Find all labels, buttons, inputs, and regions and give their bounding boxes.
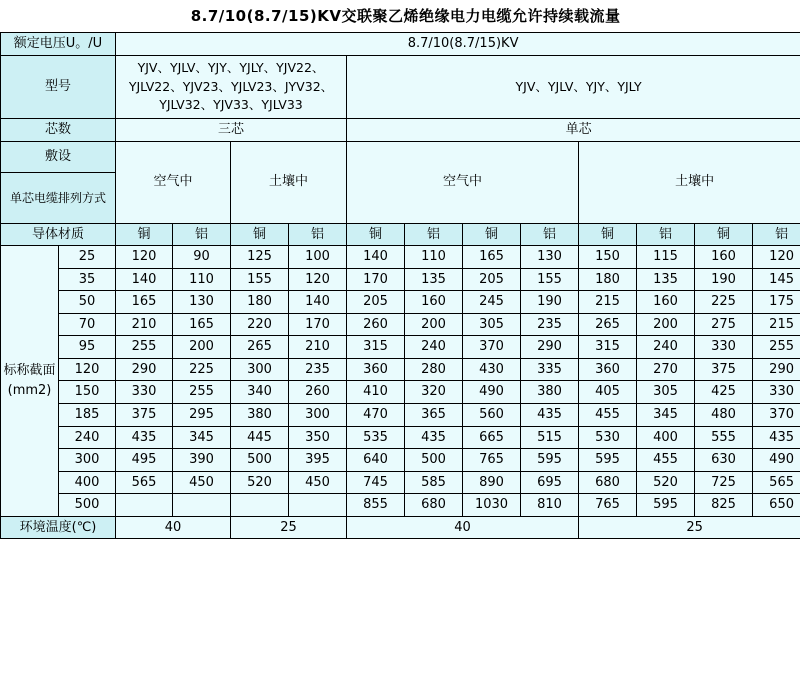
table-row-voltage	[1, 33, 800, 56]
section-value: 120	[59, 358, 116, 381]
value-cell: 315	[347, 336, 405, 359]
page-title: 8.7/10(8.7/15)KV交联聚乙烯绝缘电力电缆允许持续载流量	[1, 2, 800, 33]
arrangement-label: 单芯电缆排列方式	[1, 172, 116, 223]
value-cell: 410	[347, 381, 405, 404]
section-value: 95	[59, 336, 116, 359]
value-cell: 190	[695, 268, 753, 291]
value-cell: 245	[463, 291, 521, 314]
value-cell: 330	[753, 381, 800, 404]
value-cell: 215	[579, 291, 637, 314]
value-cell: 665	[463, 426, 521, 449]
value-cell: 765	[463, 449, 521, 472]
value-cell: 265	[231, 336, 289, 359]
value-cell: 190	[521, 291, 579, 314]
value-cell: 455	[579, 403, 637, 426]
value-cell: 260	[289, 381, 347, 404]
value-cell: 165	[173, 313, 231, 336]
value-cell: 555	[695, 426, 753, 449]
section-value: 150	[59, 381, 116, 404]
section-value: 300	[59, 449, 116, 472]
value-cell: 365	[405, 403, 463, 426]
model-single-core: YJV、YJLV、YJY、YJLY	[347, 55, 800, 118]
value-cell: 470	[347, 403, 405, 426]
section-label: 标称截面(mm2)	[1, 246, 59, 517]
core-count-single: 单芯	[347, 119, 800, 142]
value-cell: 390	[173, 449, 231, 472]
value-cell: 240	[637, 336, 695, 359]
value-cell: 205	[347, 291, 405, 314]
value-cell: 360	[347, 358, 405, 381]
conductor-material-cell: 铜	[695, 223, 753, 246]
table-row	[1, 449, 800, 472]
value-cell: 180	[579, 268, 637, 291]
value-cell: 280	[405, 358, 463, 381]
table-row	[1, 291, 800, 314]
value-cell: 210	[116, 313, 173, 336]
value-cell: 500	[405, 449, 463, 472]
value-cell: 640	[347, 449, 405, 472]
value-cell: 300	[289, 403, 347, 426]
value-cell: 115	[637, 246, 695, 269]
ambient-temperature-value: 40	[347, 516, 579, 539]
table-row-conductor-material	[1, 223, 800, 246]
value-cell: 680	[405, 494, 463, 517]
value-cell: 290	[116, 358, 173, 381]
table-row	[1, 358, 800, 381]
value-cell: 435	[521, 403, 579, 426]
value-cell: 565	[116, 471, 173, 494]
value-cell: 380	[231, 403, 289, 426]
value-cell: 330	[116, 381, 173, 404]
value-cell: 140	[116, 268, 173, 291]
value-cell: 350	[289, 426, 347, 449]
value-cell: 320	[405, 381, 463, 404]
value-cell: 90	[173, 246, 231, 269]
value-cell: 500	[231, 449, 289, 472]
section-value: 185	[59, 403, 116, 426]
laying-air-three-core: 空气中	[116, 141, 231, 223]
value-cell: 295	[173, 403, 231, 426]
value-cell: 680	[579, 471, 637, 494]
value-cell: 375	[116, 403, 173, 426]
value-cell: 855	[347, 494, 405, 517]
value-cell: 360	[579, 358, 637, 381]
value-cell: 380	[521, 381, 579, 404]
value-cell: 260	[347, 313, 405, 336]
value-cell: 290	[753, 358, 800, 381]
value-cell: 120	[753, 246, 800, 269]
value-cell: 490	[753, 449, 800, 472]
laying-air-single-core: 空气中	[347, 141, 579, 223]
value-cell: 630	[695, 449, 753, 472]
value-cell: 170	[347, 268, 405, 291]
table-row	[1, 471, 800, 494]
value-cell: 305	[463, 313, 521, 336]
conductor-material-cell: 铝	[753, 223, 800, 246]
value-cell: 150	[579, 246, 637, 269]
conductor-material-cell: 铜	[347, 223, 405, 246]
value-cell: 255	[116, 336, 173, 359]
value-cell: 135	[405, 268, 463, 291]
value-cell: 405	[579, 381, 637, 404]
value-cell: 265	[579, 313, 637, 336]
value-cell: 435	[116, 426, 173, 449]
value-cell: 725	[695, 471, 753, 494]
value-cell: 305	[637, 381, 695, 404]
table-row	[1, 381, 800, 404]
value-cell	[116, 494, 173, 517]
value-cell: 530	[579, 426, 637, 449]
value-cell: 595	[579, 449, 637, 472]
value-cell: 535	[347, 426, 405, 449]
value-cell: 520	[231, 471, 289, 494]
table-row	[1, 426, 800, 449]
table-row-model	[1, 55, 800, 118]
value-cell: 345	[637, 403, 695, 426]
value-cell: 480	[695, 403, 753, 426]
value-cell: 450	[289, 471, 347, 494]
conductor-material-cell: 铝	[405, 223, 463, 246]
value-cell: 210	[289, 336, 347, 359]
section-value: 400	[59, 471, 116, 494]
value-cell: 225	[695, 291, 753, 314]
value-cell: 595	[521, 449, 579, 472]
value-cell: 450	[173, 471, 231, 494]
value-cell: 370	[463, 336, 521, 359]
table-row-ambient	[1, 516, 800, 539]
value-cell: 425	[695, 381, 753, 404]
core-count-label: 芯数	[1, 119, 116, 142]
value-cell: 215	[753, 313, 800, 336]
value-cell: 205	[463, 268, 521, 291]
value-cell: 810	[521, 494, 579, 517]
section-value: 240	[59, 426, 116, 449]
value-cell: 255	[753, 336, 800, 359]
value-cell: 200	[173, 336, 231, 359]
value-cell: 145	[753, 268, 800, 291]
table-row	[1, 313, 800, 336]
table-row	[1, 246, 800, 269]
value-cell: 270	[637, 358, 695, 381]
value-cell: 435	[753, 426, 800, 449]
ambient-temperature-value: 25	[231, 516, 347, 539]
section-value: 50	[59, 291, 116, 314]
value-cell	[289, 494, 347, 517]
value-cell: 300	[231, 358, 289, 381]
value-cell: 240	[405, 336, 463, 359]
value-cell: 290	[521, 336, 579, 359]
value-cell: 435	[405, 426, 463, 449]
value-cell: 235	[521, 313, 579, 336]
value-cell: 340	[231, 381, 289, 404]
laying-label: 敷设	[1, 141, 116, 172]
value-cell: 345	[173, 426, 231, 449]
value-cell: 560	[463, 403, 521, 426]
value-cell: 130	[173, 291, 231, 314]
value-cell: 395	[289, 449, 347, 472]
document-page	[0, 2, 800, 693]
value-cell: 315	[579, 336, 637, 359]
value-cell: 490	[463, 381, 521, 404]
value-cell: 255	[173, 381, 231, 404]
value-cell: 200	[637, 313, 695, 336]
value-cell: 155	[521, 268, 579, 291]
section-value: 25	[59, 246, 116, 269]
value-cell: 160	[695, 246, 753, 269]
table-row	[1, 494, 800, 517]
value-cell: 430	[463, 358, 521, 381]
voltage-label: 额定电压U。/U	[1, 33, 116, 56]
value-cell: 125	[231, 246, 289, 269]
value-cell: 165	[463, 246, 521, 269]
laying-soil-three-core: 土壤中	[231, 141, 347, 223]
value-cell: 100	[289, 246, 347, 269]
value-cell: 330	[695, 336, 753, 359]
value-cell: 825	[695, 494, 753, 517]
core-count-three: 三芯	[116, 119, 347, 142]
section-value: 35	[59, 268, 116, 291]
conductor-material-cell: 铜	[231, 223, 289, 246]
value-cell: 155	[231, 268, 289, 291]
value-cell: 135	[637, 268, 695, 291]
value-cell: 745	[347, 471, 405, 494]
value-cell: 495	[116, 449, 173, 472]
value-cell: 650	[753, 494, 800, 517]
value-cell: 140	[347, 246, 405, 269]
value-cell: 455	[637, 449, 695, 472]
section-value: 70	[59, 313, 116, 336]
value-cell: 445	[231, 426, 289, 449]
value-cell: 765	[579, 494, 637, 517]
table-row-laying-header	[1, 141, 800, 172]
value-cell: 110	[173, 268, 231, 291]
value-cell: 175	[753, 291, 800, 314]
conductor-material-cell: 铝	[289, 223, 347, 246]
value-cell: 120	[116, 246, 173, 269]
conductor-material-cell: 铜	[463, 223, 521, 246]
value-cell: 375	[695, 358, 753, 381]
table-row	[1, 268, 800, 291]
voltage-value: 8.7/10(8.7/15)KV	[116, 33, 800, 56]
conductor-material-cell: 铝	[637, 223, 695, 246]
value-cell: 275	[695, 313, 753, 336]
value-cell: 565	[753, 471, 800, 494]
value-cell: 890	[463, 471, 521, 494]
ambient-temperature-value: 25	[579, 516, 800, 539]
value-cell: 170	[289, 313, 347, 336]
table-row	[1, 403, 800, 426]
value-cell: 220	[231, 313, 289, 336]
conductor-material-cell: 铝	[521, 223, 579, 246]
value-cell: 130	[521, 246, 579, 269]
value-cell: 160	[637, 291, 695, 314]
current-rating-table	[0, 2, 800, 539]
value-cell: 180	[231, 291, 289, 314]
value-cell: 200	[405, 313, 463, 336]
section-value: 500	[59, 494, 116, 517]
value-cell: 595	[637, 494, 695, 517]
table-row	[1, 336, 800, 359]
table-row-core-count	[1, 119, 800, 142]
value-cell: 160	[405, 291, 463, 314]
value-cell: 225	[173, 358, 231, 381]
conductor-material-cell: 铜	[116, 223, 173, 246]
value-cell	[173, 494, 231, 517]
value-cell: 110	[405, 246, 463, 269]
value-cell: 585	[405, 471, 463, 494]
conductor-material-label: 导体材质	[1, 223, 116, 246]
ambient-temperature-label: 环境温度(℃)	[1, 516, 116, 539]
value-cell: 165	[116, 291, 173, 314]
model-label: 型号	[1, 55, 116, 118]
value-cell: 400	[637, 426, 695, 449]
value-cell: 140	[289, 291, 347, 314]
value-cell: 370	[753, 403, 800, 426]
conductor-material-cell: 铜	[579, 223, 637, 246]
value-cell: 1030	[463, 494, 521, 517]
model-three-core: YJV、YJLV、YJY、YJLY、YJV22、YJLV22、YJV23、YJLV23、JYV32、YJLV32、YJV33、YJLV33	[116, 55, 347, 118]
laying-soil-single-core: 土壤中	[579, 141, 800, 223]
value-cell: 120	[289, 268, 347, 291]
conductor-material-cell: 铝	[173, 223, 231, 246]
value-cell: 235	[289, 358, 347, 381]
value-cell: 335	[521, 358, 579, 381]
value-cell: 695	[521, 471, 579, 494]
ambient-temperature-value: 40	[116, 516, 231, 539]
value-cell	[231, 494, 289, 517]
value-cell: 515	[521, 426, 579, 449]
value-cell: 520	[637, 471, 695, 494]
